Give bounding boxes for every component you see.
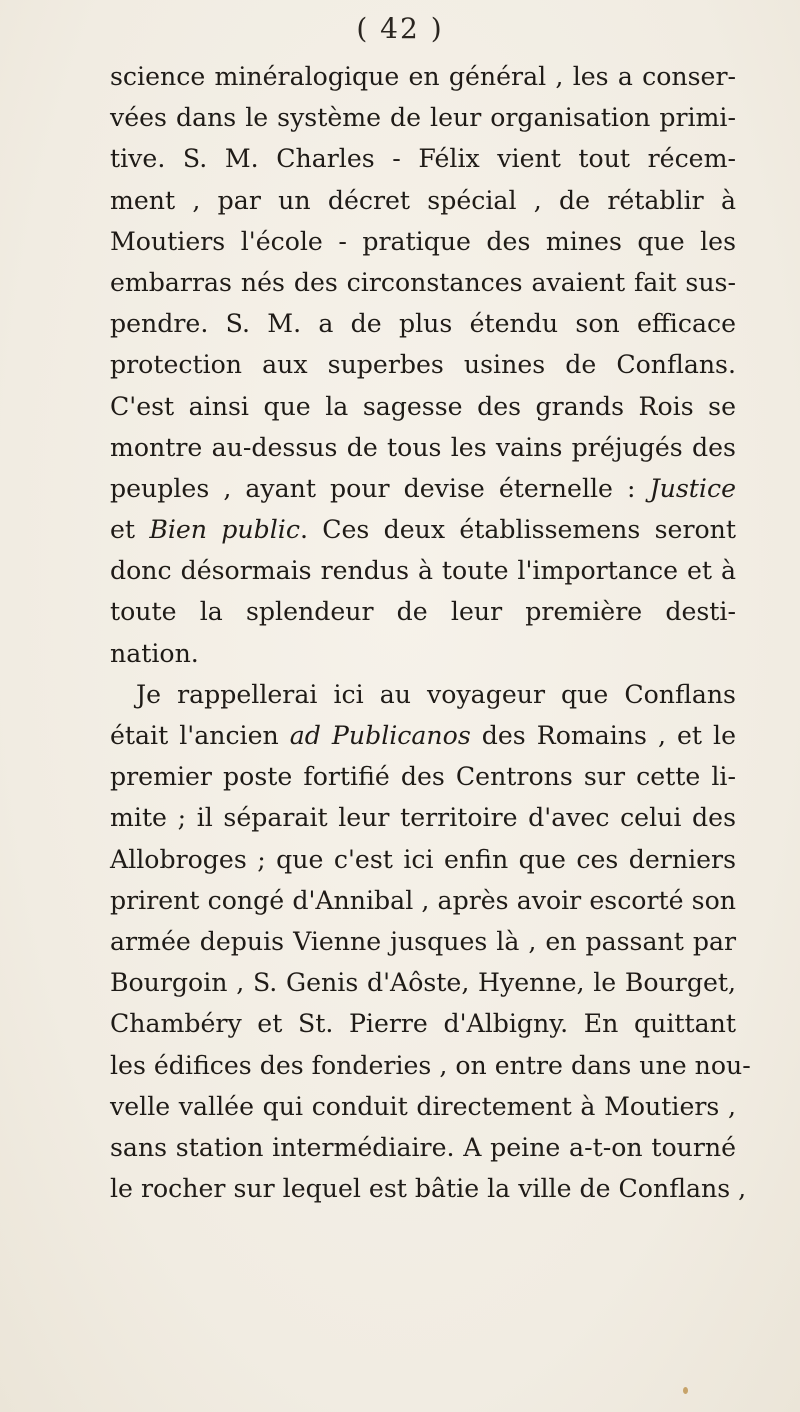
text-line: était l'ancien ad Publicanos des Romains , et le	[110, 721, 736, 750]
text-line: et Bien public. Ces deux établissemens seront	[110, 515, 736, 545]
text-line: C'est ainsi que la sagesse des grands Rois se	[110, 391, 736, 421]
text-line: premier poste fortifié des Centrons sur cette li-	[110, 762, 736, 792]
text-line: prirent congé d'Annibal , après avoir escorté son	[110, 885, 736, 915]
italic-text: Justice	[649, 473, 736, 503]
text-line: ment , par un décret spécial , de rétablir à	[110, 185, 736, 215]
text-line: Allobroges ; que c'est ici enfin que ces derniers	[110, 844, 736, 874]
text-line: nation.	[110, 638, 199, 668]
text-line: mite ; il séparait leur territoire d'avec celui des	[110, 803, 736, 833]
text-line: le rocher sur lequel est bâtie la ville de Conflans ,	[110, 1174, 747, 1204]
text-line: protection aux superbes usines de Conflans.	[110, 350, 736, 380]
text-line: les édifices des fonderies , on entre dans une nou-	[110, 1050, 751, 1080]
italic-text: ad Publicanos	[289, 721, 471, 750]
text-line: sans station intermédiaire. A peine a-t-on tourné	[110, 1132, 736, 1162]
text-line: science minéralogique en général , les a conser-	[110, 62, 736, 91]
page-number: ( 42 )	[356, 12, 444, 45]
text-line: embarras nés des circonstances avaient fait sus-	[110, 267, 736, 297]
text-line: velle vallée qui conduit directement à Moutiers ,	[110, 1091, 736, 1121]
text-line: montre au-dessus de tous les vains préjugés des	[110, 432, 736, 462]
text-line: Chambéry et St. Pierre d'Albigny. En quittant	[110, 1009, 736, 1039]
body-text	[110, 56, 751, 1209]
text-line: Je rappellerai ici au voyageur que Conflans	[136, 679, 736, 709]
text-line: toute la splendeur de leur première desti-	[110, 597, 736, 627]
text-line: Bourgoin , S. Genis d'Aôste, Hyenne, le Bourget,	[110, 968, 736, 998]
text-line: Moutiers l'école - pratique des mines que les	[110, 226, 736, 256]
text-line: pendre. S. M. a de plus étendu son efficace	[110, 309, 736, 339]
text-line: tive. S. M. Charles - Félix vient tout récem-	[110, 144, 736, 174]
text-line: peuples , ayant pour devise éternelle : Justice	[110, 473, 736, 503]
text-line: vées dans le système de leur organisation primi-	[110, 103, 736, 133]
paper-speck	[683, 1387, 688, 1394]
text-line: donc désormais rendus à toute l'importance et à	[110, 556, 736, 586]
text-line: armée depuis Vienne jusques là , en passant par	[110, 926, 736, 956]
italic-text: Bien public	[149, 515, 300, 545]
